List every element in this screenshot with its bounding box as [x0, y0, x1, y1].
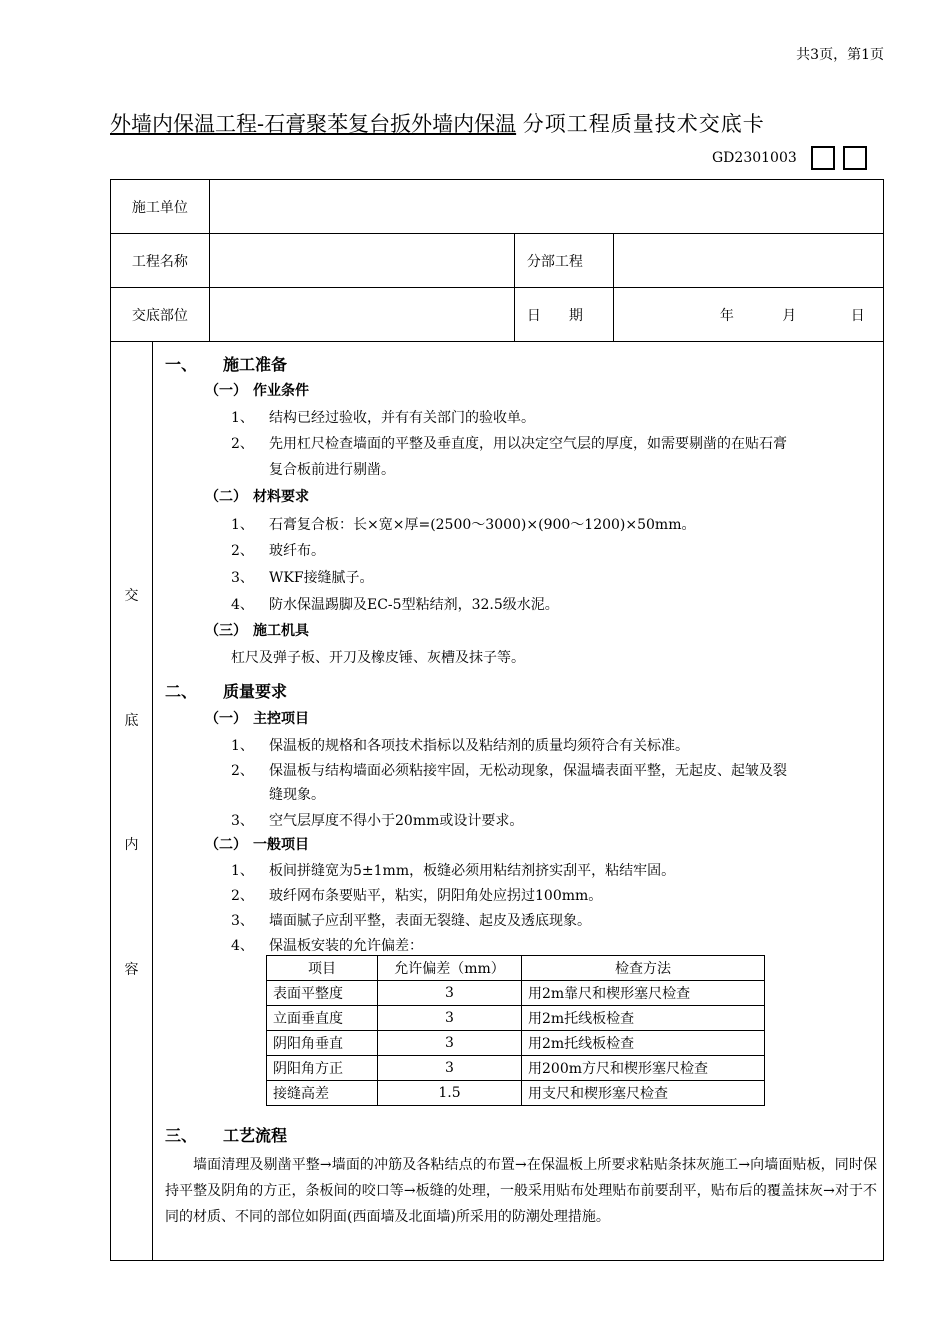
s3-num: 三、	[165, 1126, 198, 1145]
table-cell: 3	[378, 1056, 522, 1081]
checkbox-2[interactable]	[843, 146, 867, 170]
s2-sub2-title: 一般项目	[253, 837, 309, 853]
item-text: WKF接缝腻子。	[269, 570, 374, 586]
table-cell: 用2m托线板检查	[522, 1031, 765, 1056]
date-label: 日 期	[514, 288, 613, 342]
s1-sub2-heading	[205, 486, 309, 506]
item-text: 墙面腻子应刮平整，表面无裂缝、起皮及透底现象。	[269, 913, 591, 929]
header-cell: 项目	[267, 956, 378, 981]
s1-sub2-item-1	[231, 514, 696, 534]
item-text: 保温板与结构墙面必须粘接牢固，无松动现象，保温墙表面平整，无起皮、起皱及裂	[269, 763, 787, 779]
table-cell: 3	[378, 1006, 522, 1031]
section-3-heading	[165, 1123, 288, 1146]
header-cell: 检查方法	[522, 956, 765, 981]
date-month: 月	[782, 307, 797, 324]
s1-num: 一、	[165, 355, 198, 374]
s2-sub1-title: 主控项目	[253, 711, 309, 727]
table-cell: 3	[378, 1031, 522, 1056]
project-value[interactable]	[209, 234, 514, 288]
s1-sub1-item-2	[231, 433, 787, 453]
s2-sub2-item-1	[231, 860, 676, 880]
side-char-1: 交	[124, 588, 139, 604]
s2-num: 二、	[165, 682, 198, 701]
item-num: 1、	[231, 517, 254, 533]
s1-sub1-num: （一）	[205, 383, 247, 399]
s1-sub3-heading	[205, 620, 309, 640]
title-underlined: 外墙内保温工程-石膏聚苯复台扳外墙内保温	[110, 112, 517, 136]
table-cell: 表面平整度	[267, 981, 378, 1006]
item-num: 2、	[231, 436, 254, 452]
table-row	[267, 1081, 765, 1106]
table-row	[267, 1006, 765, 1031]
sub-project-value[interactable]	[613, 234, 883, 288]
table-cell: 用2m托线板检查	[522, 1006, 765, 1031]
item-num: 1、	[231, 738, 254, 754]
s2-sub1-num: （一）	[205, 711, 247, 727]
s2-sub2-heading	[205, 834, 309, 854]
item-text: 空气层厚度不得小于20mm或设计要求。	[269, 813, 524, 829]
code-text: GD2301003	[712, 150, 797, 166]
s2-sub2-num: （二）	[205, 837, 247, 853]
s1-sub2-item-4	[231, 594, 559, 614]
table-cell: 用200m方尺和楔形塞尺检查	[522, 1056, 765, 1081]
date-year: 年	[719, 307, 734, 324]
briefing-table	[110, 179, 884, 1261]
item-text: 板间拼缝宽为5±1mm，板缝必须用粘结剂挤实刮平，粘结牢固。	[269, 863, 676, 879]
s3-text: 墙面清理及剔凿平整→墙面的冲筋及各粘结点的布置→在保温板上所要求粘贴条抹灰施工→向墙面贴板，同时保持平整及阴角的方正，条板间的咬口等→板缝的处理，一般采用贴布处理贴布前要刮平，贴布后的覆盖抹灰→对于不同的材质、不同的部位如阴面(西面墙及北面墙)所采用的防潮处理措施。	[165, 1157, 877, 1225]
item-num: 4、	[231, 597, 254, 613]
item-num: 2、	[231, 543, 254, 559]
s1-sub2-item-2	[231, 540, 325, 560]
page-title	[110, 108, 885, 138]
s2-sub1-item-2-cont: 缝现象。	[269, 787, 325, 803]
table-cell: 阴阳角方正	[267, 1056, 378, 1081]
part-label: 交底部位	[111, 288, 210, 342]
item-num: 1、	[231, 863, 254, 879]
s2-title: 质量要求	[223, 682, 288, 701]
s2-sub1-item-2	[231, 760, 787, 780]
table-row	[267, 981, 765, 1006]
s1-sub1-title: 作业条件	[253, 383, 309, 399]
s2-sub1-item-1	[231, 735, 689, 755]
table-cell: 用支尺和楔形塞尺检查	[522, 1081, 765, 1106]
part-value[interactable]	[209, 288, 514, 342]
document-code	[712, 146, 867, 170]
title-rest: 分项工程质量技术交底卡	[522, 112, 765, 136]
side-char-3: 内	[124, 837, 139, 853]
s2-sub2-item-4	[231, 935, 423, 955]
sub-project-label: 分部工程	[514, 234, 613, 288]
item-text: 玻纤网布条要贴平，粘实，阴阳角处应拐过100mm。	[269, 888, 603, 904]
item-num: 4、	[231, 938, 254, 954]
table-row	[267, 1056, 765, 1081]
s2-sub2-item-2	[231, 885, 603, 905]
s1-sub3-title: 施工机具	[253, 623, 309, 639]
side-char-2: 底	[124, 713, 139, 729]
table-cell: 接缝高差	[267, 1081, 378, 1106]
item-num: 3、	[231, 570, 254, 586]
date-day: 日	[850, 307, 865, 324]
s1-sub3-text: 杠尺及弹子板、开刀及橡皮锤、灰槽及抹子等。	[231, 650, 525, 666]
project-label: 工程名称	[111, 234, 210, 288]
s3-title: 工艺流程	[223, 1126, 288, 1145]
table-cell: 立面垂直度	[267, 1006, 378, 1031]
item-text: 结构已经过验收，并有有关部门的验收单。	[269, 410, 535, 426]
item-num: 3、	[231, 813, 254, 829]
s1-sub2-item-3	[231, 567, 374, 587]
content-cell	[153, 342, 884, 1261]
page-info: 共3页，第1页	[796, 47, 884, 63]
s1-sub1-item-2-cont: 复合板前进行剔凿。	[269, 462, 395, 478]
item-num: 2、	[231, 888, 254, 904]
table-cell: 阴阳角垂直	[267, 1031, 378, 1056]
s2-sub1-item-3	[231, 810, 524, 830]
item-text: 玻纤布。	[269, 543, 325, 559]
s1-sub3-num: （三）	[205, 623, 247, 639]
item-text: 石膏复合板：长×宽×厚=(2500～3000)×(900～1200)×50mm。	[269, 517, 696, 533]
s1-title: 施工准备	[223, 355, 288, 374]
tolerance-table	[266, 955, 765, 1106]
side-label-cell	[111, 342, 153, 1261]
item-num: 1、	[231, 410, 254, 426]
s1-sub2-title: 材料要求	[253, 489, 309, 505]
unit-label: 施工单位	[111, 180, 210, 234]
header-cell: 允许偏差（mm）	[378, 956, 522, 981]
item-text: 保温板安装的允许偏差：	[269, 938, 423, 954]
table-cell: 3	[378, 981, 522, 1006]
table-cell: 用2m靠尺和楔形塞尺检查	[522, 981, 765, 1006]
item-num: 3、	[231, 913, 254, 929]
side-char-4: 容	[124, 962, 139, 978]
item-text: 先用杠尺检查墙面的平整及垂直度，用以决定空气层的厚度，如需要剔凿的在贴石膏	[269, 436, 787, 452]
date-value[interactable]	[613, 288, 883, 342]
table-header-row	[267, 956, 765, 981]
item-text: 保温板的规格和各项技术指标以及粘结剂的质量均须符合有关标准。	[269, 738, 689, 754]
section-2-heading	[165, 679, 288, 702]
table-row	[267, 1031, 765, 1056]
unit-value[interactable]	[209, 180, 883, 234]
s2-sub1-heading	[205, 708, 309, 728]
s1-sub1-item-1	[231, 407, 535, 427]
table-cell: 1.5	[378, 1081, 522, 1106]
section-1-heading	[165, 352, 288, 375]
s2-sub2-item-3	[231, 910, 591, 930]
item-num: 2、	[231, 763, 254, 779]
checkbox-1[interactable]	[811, 146, 835, 170]
item-text: 防水保温踢脚及EC-5型粘结剂，32.5级水泥。	[269, 597, 559, 613]
s1-sub1-heading	[205, 380, 309, 400]
s1-sub2-num: （二）	[205, 489, 247, 505]
